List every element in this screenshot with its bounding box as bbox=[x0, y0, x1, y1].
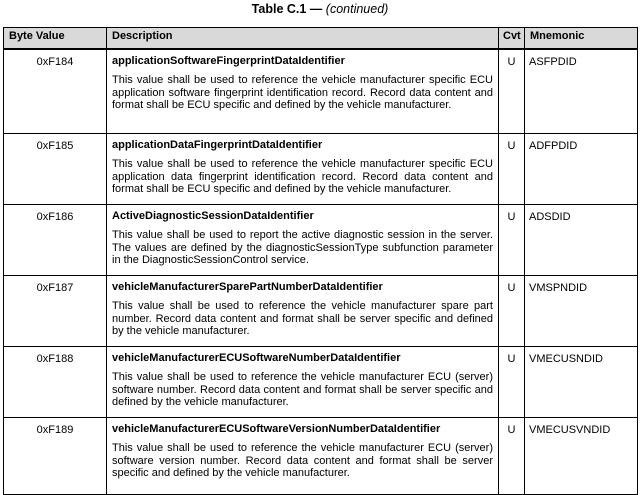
table-header-row bbox=[4, 28, 638, 50]
cvt-cell: U bbox=[499, 276, 525, 347]
mnemonic-cell: VMECUSNDID bbox=[525, 347, 638, 418]
header-description: Description bbox=[107, 28, 499, 50]
description-text: This value shall be used to report the active diagnostic session in the server. The values are defined by the diagnosticSessionType subfunction parameter in the DiagnosticSessionControl service. bbox=[112, 229, 493, 267]
identifier-name: applicationDataFingerprintDataIdentifier bbox=[112, 139, 323, 151]
byte-value-cell: 0xF187 bbox=[4, 276, 107, 347]
description-cell bbox=[107, 347, 499, 418]
mnemonic-cell: ADSDID bbox=[525, 205, 638, 276]
mnemonic-cell: VMECUSVNDID bbox=[525, 418, 638, 495]
description-cell bbox=[107, 134, 499, 205]
table-row bbox=[4, 49, 638, 134]
identifier-name: vehicleManufacturerECUSoftwareVersionNumberDataIdentifier bbox=[112, 423, 441, 435]
header-byte-value: Byte Value bbox=[4, 28, 107, 50]
cvt-cell: U bbox=[499, 347, 525, 418]
table-row bbox=[4, 347, 638, 418]
description-text: This value shall be used to reference the vehicle manufacturer specific ECU application software fingerprint identification record. Record data content and format shall be ECU specific and defined by the vehicle manufacturer. bbox=[112, 74, 493, 112]
byte-value-cell: 0xF185 bbox=[4, 134, 107, 205]
byte-value-cell: 0xF189 bbox=[4, 418, 107, 495]
identifier-name: ActiveDiagnosticSessionDataIdentifier bbox=[112, 210, 314, 222]
identifier-name: vehicleManufacturerECUSoftwareNumberDataIdentifier bbox=[112, 352, 401, 364]
table-row bbox=[4, 205, 638, 276]
cvt-cell: U bbox=[499, 134, 525, 205]
cvt-cell: U bbox=[499, 205, 525, 276]
table-row bbox=[4, 276, 638, 347]
byte-value-cell: 0xF188 bbox=[4, 347, 107, 418]
description-text: This value shall be used to reference the vehicle manufacturer spare part number. Record data content and format shall be server specific and defined by the vehicle manufacturer. bbox=[112, 300, 493, 338]
cvt-cell: U bbox=[499, 418, 525, 495]
table-caption bbox=[0, 2, 640, 16]
mnemonic-cell: ADFPDID bbox=[525, 134, 638, 205]
description-cell bbox=[107, 49, 499, 134]
header-mnemonic: Mnemonic bbox=[525, 28, 638, 50]
table-row bbox=[4, 134, 638, 205]
byte-value-cell: 0xF184 bbox=[4, 49, 107, 134]
identifier-name: applicationSoftwareFingerprintDataIdentifier bbox=[112, 55, 345, 67]
identifier-name: vehicleManufacturerSparePartNumberDataIdentifier bbox=[112, 281, 383, 293]
table-row bbox=[4, 418, 638, 495]
description-text: This value shall be used to reference the vehicle manufacturer ECU (server) software version number. Record data content and format shall be server specific and defined by the vehicle manufacturer. bbox=[112, 442, 493, 480]
description-cell bbox=[107, 205, 499, 276]
description-text: This value shall be used to reference the vehicle manufacturer specific ECU application data fingerprint identification record. Record data content and format shall be ECU specific and defined by the vehicle manufacturer. bbox=[112, 158, 493, 196]
description-cell bbox=[107, 276, 499, 347]
byte-value-cell: 0xF186 bbox=[4, 205, 107, 276]
caption-continued: (continued) bbox=[325, 2, 389, 16]
description-text: This value shall be used to reference the vehicle manufacturer ECU (server) software number. Record data content and format shall be server specific and defined by the vehicle manufacturer. bbox=[112, 371, 493, 409]
mnemonic-cell: ASFPDID bbox=[525, 49, 638, 134]
header-cvt: Cvt bbox=[499, 28, 525, 50]
caption-title: Table C.1 — bbox=[251, 2, 323, 16]
mnemonic-cell: VMSPNDID bbox=[525, 276, 638, 347]
data-identifier-table bbox=[3, 27, 638, 495]
description-cell bbox=[107, 418, 499, 495]
cvt-cell: U bbox=[499, 49, 525, 134]
